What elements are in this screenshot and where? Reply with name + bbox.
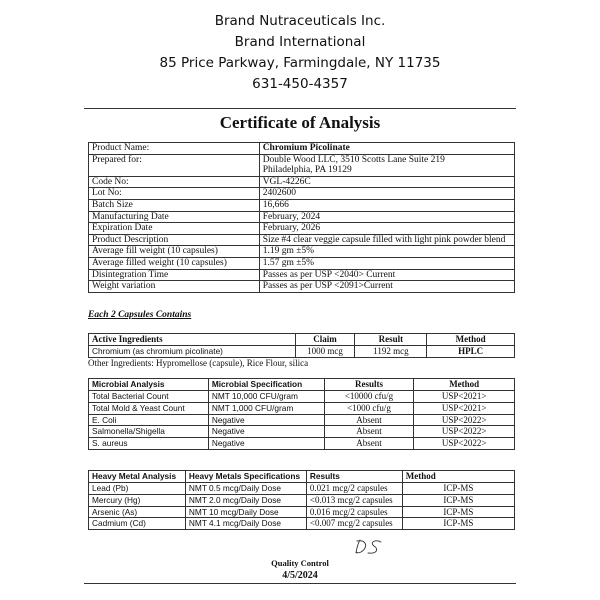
metal-spec: NMT 2.0 mcg/Daily Dose <box>185 494 306 506</box>
info-label: Prepared for: <box>89 154 260 176</box>
test-name: Total Mold & Yeast Count <box>89 402 209 414</box>
test-name: S. aureus <box>89 438 209 450</box>
ingredient-name: Chromium (as chromium picolinate) <box>89 346 296 358</box>
table-row <box>89 234 515 246</box>
letterhead <box>0 11 600 95</box>
column-header: Results <box>306 471 402 483</box>
ingredient-method: HPLC <box>427 346 515 358</box>
info-label: Product Description <box>89 234 260 246</box>
table-row <box>89 438 515 450</box>
heavy-metal-analysis-table <box>88 470 515 530</box>
column-header: Claim <box>295 334 355 346</box>
info-value: Passes as per USP <2040> Current <box>259 269 514 281</box>
table-row <box>89 391 515 403</box>
test-spec: Negative <box>208 426 324 438</box>
metal-method: ICP-MS <box>402 518 514 530</box>
info-value: Passes as per USP <2091>Current <box>259 281 514 293</box>
company-phone: 631-450-4357 <box>252 76 348 92</box>
table-row <box>89 269 515 281</box>
signature-initials: DS <box>352 554 360 558</box>
metal-name: Arsenic (As) <box>89 506 186 518</box>
info-value: February, 2026 <box>259 223 514 235</box>
column-header: Microbial Specification <box>208 379 324 391</box>
test-name: E. Coli <box>89 414 209 426</box>
ingredient-claim: 1000 mcg <box>295 346 355 358</box>
test-spec: Negative <box>208 414 324 426</box>
test-method: USP<2022> <box>414 426 515 438</box>
column-header: Active Ingredients <box>89 334 296 346</box>
test-spec: Negative <box>208 438 324 450</box>
signature-date: 4/5/2024 <box>282 570 318 581</box>
info-label: Code No: <box>89 176 260 188</box>
column-header: Method <box>414 379 515 391</box>
document-title: Certificate of Analysis <box>219 113 381 132</box>
table-row <box>89 506 515 518</box>
metal-name: Mercury (Hg) <box>89 494 186 506</box>
metal-method: ICP-MS <box>402 506 514 518</box>
info-value: 1.19 gm ±5% <box>259 246 514 258</box>
metal-result: 0.016 mcg/2 capsules <box>306 506 402 518</box>
test-result: <1000 cfu/g <box>324 402 414 414</box>
table-row <box>89 494 515 506</box>
column-header: Result <box>355 334 427 346</box>
info-value: Double Wood LLC, 3510 Scotts Lane Suite 219 <box>262 154 445 165</box>
metal-method: ICP-MS <box>402 483 514 495</box>
info-value: Size #4 clear veggie capsule filled with light pink powder blend <box>259 234 514 246</box>
header-divider <box>84 108 516 109</box>
serving-caption: Each 2 Capsules Contains <box>88 310 192 320</box>
microbial-analysis-table <box>88 378 515 450</box>
table-row <box>89 426 515 438</box>
table-row <box>89 402 515 414</box>
product-info-table <box>88 142 515 293</box>
metal-spec: NMT 10 mcg/Daily Dose <box>185 506 306 518</box>
info-value: 1.57 gm ±5% <box>259 257 514 269</box>
table-row <box>89 223 515 235</box>
column-header: Heavy Metals Specifications <box>185 471 306 483</box>
metal-name: Lead (Pb) <box>89 483 186 495</box>
table-row <box>89 199 515 211</box>
table-row <box>89 176 515 188</box>
test-spec: NMT 1,000 CFU/gram <box>208 402 324 414</box>
info-label: Expiration Date <box>89 223 260 235</box>
metal-result: <0.007 mcg/2 capsules <box>306 518 402 530</box>
test-result: <10000 cfu/g <box>324 391 414 403</box>
info-value: 2402600 <box>259 188 514 200</box>
metal-name: Cadmium (Cd) <box>89 518 186 530</box>
info-label: Manufacturing Date <box>89 211 260 223</box>
info-label: Lot No: <box>89 188 260 200</box>
metal-result: <0.013 mcg/2 capsules <box>306 494 402 506</box>
table-row <box>89 143 515 155</box>
test-name: Total Bacterial Count <box>89 391 209 403</box>
table-row <box>89 188 515 200</box>
company-name: Brand Nutraceuticals Inc. <box>214 13 386 29</box>
info-value: 16,666 <box>259 199 514 211</box>
test-method: USP<2022> <box>414 414 515 426</box>
ingredient-result: 1192 mcg <box>355 346 427 358</box>
column-header: Microbial Analysis <box>89 379 209 391</box>
test-method: USP<2021> <box>414 391 515 403</box>
company-address: 85 Price Parkway, Farmingdale, NY 11735 <box>159 55 441 71</box>
table-header-row <box>89 334 515 346</box>
info-label: Disintegration Time <box>89 269 260 281</box>
table-row <box>89 211 515 223</box>
column-header: Heavy Metal Analysis <box>89 471 186 483</box>
info-label: Average fill weight (10 capsules) <box>89 246 260 258</box>
info-value-cell <box>259 154 514 176</box>
table-row <box>89 518 515 530</box>
signature <box>352 536 386 558</box>
other-ingredients: Other Ingredients: Hypromellose (capsule), Rice Flour, silica <box>88 358 309 368</box>
footer-divider <box>84 583 516 584</box>
table-row <box>89 246 515 258</box>
column-header: Results <box>324 379 414 391</box>
info-label: Average filled weight (10 capsules) <box>89 257 260 269</box>
metal-spec: NMT 4.1 mcg/Daily Dose <box>185 518 306 530</box>
test-spec: NMT 10,000 CFU/gram <box>208 391 324 403</box>
active-ingredients-table <box>88 333 515 358</box>
test-name: Salmonella/Shigella <box>89 426 209 438</box>
info-label: Batch Size <box>89 199 260 211</box>
metal-spec: NMT 0.5 mcg/Daily Dose <box>185 483 306 495</box>
test-method: USP<2022> <box>414 438 515 450</box>
table-header-row <box>89 379 515 391</box>
table-header-row <box>89 471 515 483</box>
table-row <box>89 414 515 426</box>
quality-control-label: Quality Control <box>271 558 329 568</box>
info-value: February, 2024 <box>259 211 514 223</box>
test-result: Absent <box>324 438 414 450</box>
table-row <box>89 483 515 495</box>
table-row <box>89 281 515 293</box>
column-header: Method <box>427 334 515 346</box>
info-label: Weight variation <box>89 281 260 293</box>
metal-result: 0.021 mcg/2 capsules <box>306 483 402 495</box>
test-result: Absent <box>324 426 414 438</box>
test-method: USP<2021> <box>414 402 515 414</box>
info-label: Product Name: <box>89 143 260 155</box>
table-row <box>89 346 515 358</box>
table-row <box>89 154 515 176</box>
info-value: VGL-4226C <box>259 176 514 188</box>
info-value: Chromium Picolinate <box>259 143 514 155</box>
table-row <box>89 257 515 269</box>
company-division: Brand International <box>234 34 366 50</box>
test-result: Absent <box>324 414 414 426</box>
metal-method: ICP-MS <box>402 494 514 506</box>
column-header: Method <box>402 471 514 483</box>
info-value: Philadelphia, PA 19129 <box>262 165 352 176</box>
